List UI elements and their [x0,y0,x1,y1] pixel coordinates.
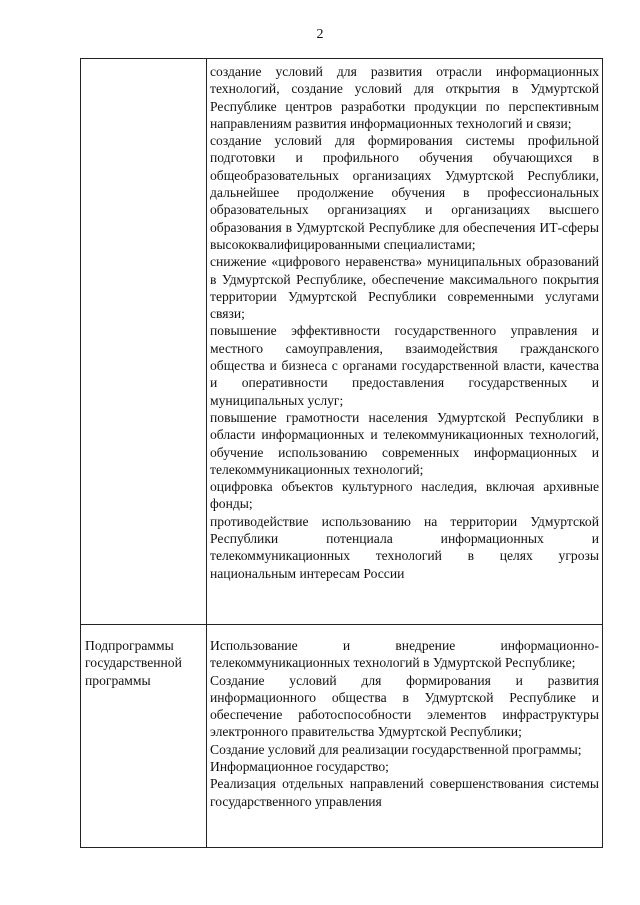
list-item: повышение эффективности государственного управления и местного самоуправления, взаимодействия гражданского общества и бизнеса с органами государственной власти, качества и оперативности предоставления государственных и муниципальных услуг; [210,323,599,408]
program-passport-table [80,58,603,848]
row-label [81,59,207,625]
table-row-objectives [81,59,603,625]
list-item: Создание условий для реализации государственной программы; [210,741,582,757]
list-item: повышение грамотности населения Удмуртской Республики в области информационных и телекоммуникационных технологий, обучение использованию современных информационных и телекоммуникационных технологий; [210,409,599,477]
list-item: противодействие использованию на территории Удмуртской Республики потенциала информационных и телекоммуникационных технологий в целях угрозы национальным интересам России [210,513,599,581]
list-item: снижение «цифрового неравенства» муниципальных образований в Удмуртской Республике, обеспечение максимального покрытия территории Удмуртской Республики современными услугами связи; [210,254,599,322]
row-content [207,625,603,848]
row-content [207,59,603,625]
list-item: Создание условий для формирования и развития информационного общества в Удмуртской Республике и обеспечение работоспособности элементов инфраструктуры электронного правительства Удмуртской Республики; [210,672,599,740]
row-label: Подпрограммы государственной программы [81,625,207,848]
table-row-subprograms [81,625,603,848]
list-item: оцифровка объектов культурного наследия, включая архивные фонды; [210,479,599,512]
list-item: Использование и внедрение информационно-телекоммуникационных технологий в Удмуртской Республике; [210,638,599,671]
list-item: создание условий для развития отрасли информационных технологий, создание условий для открытия в Удмуртской Республике центров разработки продукции по перспективным направлениям развития информационных технологий и связи; [210,64,599,131]
page-number: 2 [316,27,324,42]
list-item: Реализация отдельных направлений совершенствования системы государственного управления [210,776,599,809]
list-item: создание условий для формирования системы профильной подготовки и профильного обучения обучающихся в общеобразовательных организациях Удмуртской Республики, дальнейшее продолжение обучения в профессиональных образовательных организациях и организациях высшего образования в Удмуртской Республике для обеспечения ИТ-сферы высококвалифицированными специалистами; [210,133,599,252]
list-item: Информационное государство; [210,759,389,775]
